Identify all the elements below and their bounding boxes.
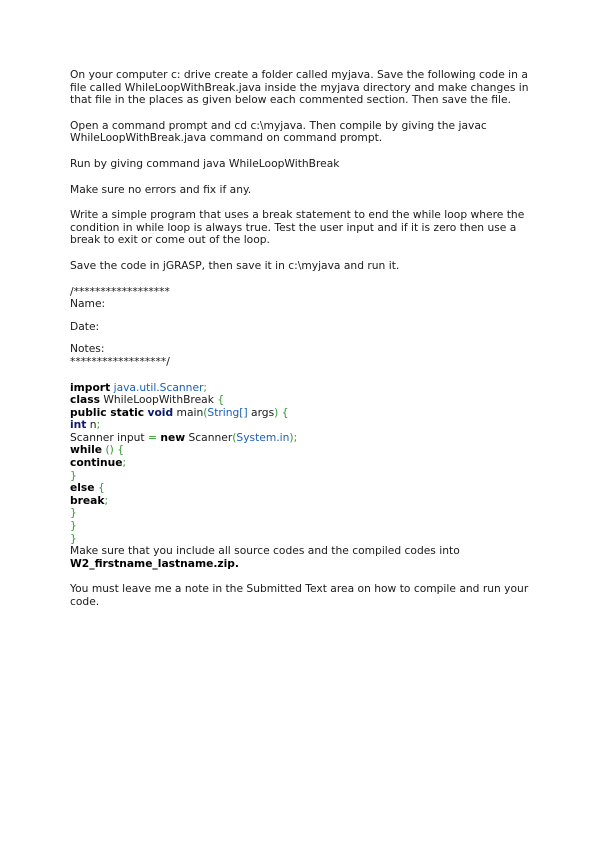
code-line-close-3: }: [70, 519, 77, 533]
comment-block: [70, 286, 530, 369]
code-line-else: else {: [70, 481, 105, 495]
code-line-main: public static void main(String[] args) {: [70, 405, 289, 419]
code-line-scanner: Scanner input = new Scanner(System.in);: [70, 430, 298, 444]
comment-name-line: Name:: [70, 297, 106, 311]
document-page: [70, 69, 530, 609]
code-line-close-1: }: [70, 468, 77, 482]
footer-paragraph-1: Make sure that you include all source codes and the compiled codes into W2_firstname_lastname.zip.: [70, 544, 460, 570]
code-line-class: class WhileLoopWithBreak {: [70, 393, 225, 407]
comment-notes-line: Notes:: [70, 342, 105, 356]
instruction-paragraph-5: Write a simple program that uses a break statement to end the while loop where the condition in while loop is always true. Test the user input and if it is zero then use a break to exit or come out of the loop.: [70, 208, 525, 247]
code-block: [70, 382, 530, 546]
code-line-close-4: }: [70, 531, 77, 545]
comment-date-line: Date:: [70, 319, 100, 333]
instruction-paragraph-1: On your computer c: drive create a folder called myjava. Save the following code in a file called WhileLoopWithBreak.java inside the myjava directory and make changes in that file in the places as given below each commented section. Then save the file.: [70, 68, 529, 107]
code-line-while: while () {: [70, 443, 125, 457]
code-line-int: int n;: [70, 418, 101, 432]
code-line-close-2: }: [70, 506, 77, 520]
instruction-paragraph-2: Open a command prompt and cd c:\myjava. Then compile by giving the javac WhileLoopWithBreak.java command on command prompt.: [70, 118, 487, 145]
comment-open: /******************: [70, 284, 170, 298]
code-line-import: import java.util.Scanner;: [70, 380, 208, 394]
instruction-paragraph-3: Run by giving command java WhileLoopWithBreak: [70, 156, 340, 170]
footer-paragraph-2: You must leave me a note in the Submitted Text area on how to compile and run your code.: [70, 582, 529, 608]
code-line-continue: continue;: [70, 456, 127, 470]
zip-filename: W2_firstname_lastname.zip.: [70, 556, 239, 570]
comment-close: ******************/: [70, 354, 170, 368]
code-line-break: break;: [70, 493, 109, 507]
instruction-paragraph-6: Save the code in jGRASP, then save it in c:\myjava and run it.: [70, 258, 400, 272]
instruction-paragraph-4: Make sure no errors and fix if any.: [70, 182, 252, 196]
